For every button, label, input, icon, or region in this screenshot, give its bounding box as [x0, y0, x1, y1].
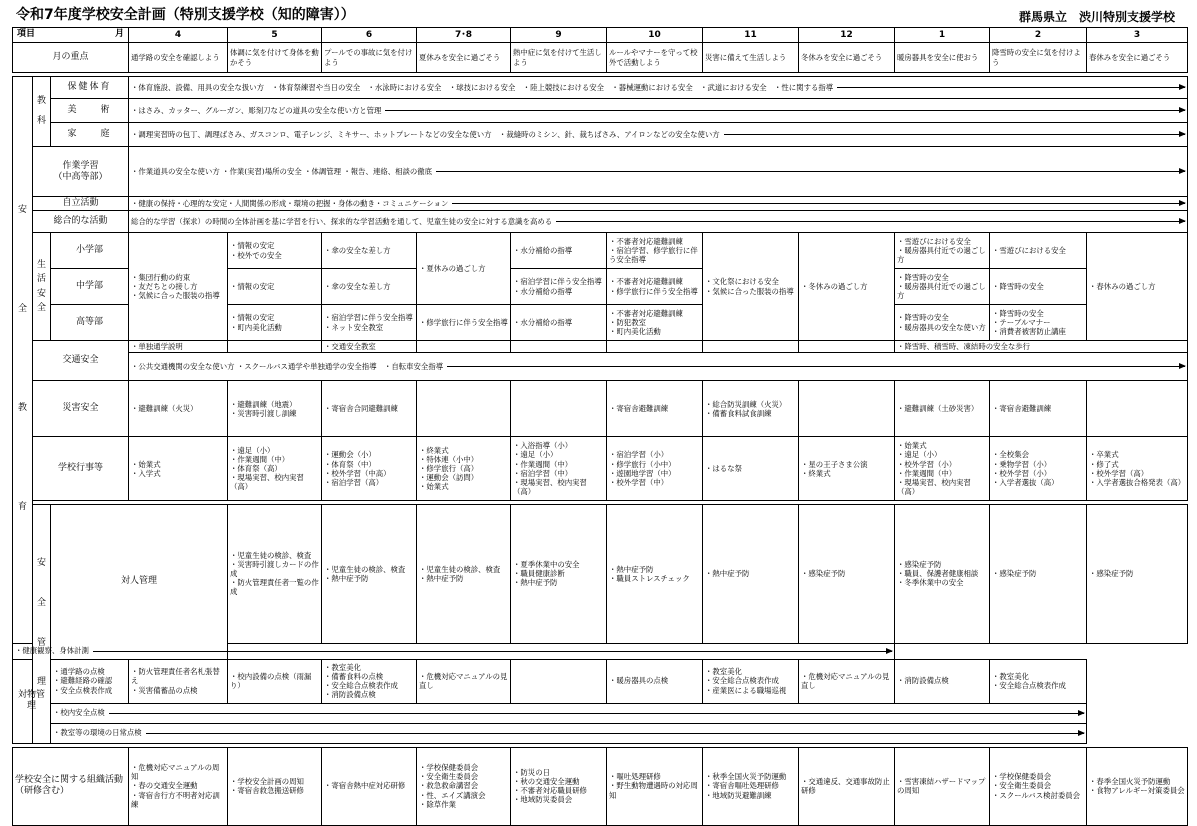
arrow-line: [436, 171, 1185, 172]
subject-label: 学校行事等: [33, 437, 129, 501]
subject-label: 交通安全: [33, 341, 129, 381]
soshiki-cell: ・交通違反、交通事故防止研修: [799, 747, 895, 825]
item-month-corner: [13, 28, 129, 43]
soshiki-cell: ・学校保健委員会 ・安全衛生委員会 ・救急救命講習会 ・性、エイズ講演会 ・除草作業: [417, 747, 511, 825]
subject-content: ・体育施設、設備、用具の安全な扱い方 ・体育祭練習や当日の安全 ・水泳時における安全 ・球技における安全 ・陸上競技における安全 ・器械運動における安全 ・武道における安全 ・性に関する指導: [129, 77, 1188, 99]
gyoji-cell: ・運動会（小） ・体育祭（中） ・校外学習（中高） ・宿泊学習（高）: [322, 437, 417, 501]
row-sogo: [13, 211, 1188, 233]
subject-label: 総合的な活動: [33, 211, 129, 233]
gyoji-cell: ・宿泊学習（小） ・修学旅行（小中） ・遊園地学習（中） ・校外学習（中）: [607, 437, 703, 501]
focus-cell: 夏休みを安全に過ごそう: [417, 43, 511, 73]
arrow-line: [837, 87, 1185, 88]
subject-label: 学校安全に関する組織活動（研修含む）: [13, 747, 129, 825]
arrow-line: [452, 203, 1185, 204]
focus-cell: 暖房器具を安全に使おう: [895, 43, 990, 73]
seikatsu-cell: ・傘の安全な差し方: [322, 233, 417, 269]
kotsu-empty: [703, 341, 799, 353]
month-header: 1: [895, 28, 990, 43]
seikatsu-cell: ・宿泊学習に伴う安全指導 ・ネット安全教室: [322, 305, 417, 341]
school-name: 群馬県立 渋川特別支援学校: [1018, 10, 1175, 24]
saigai-cell: ・避難訓練（地震） ・災害時引渡し訓練: [228, 381, 322, 437]
subject-content: ・健康の保持・心理的な安定・人間関係の形成・環境の把握・身体の動き・コミュニケーション: [129, 197, 1188, 211]
saigai-cell: [417, 381, 511, 437]
subject-content: ・公共交通機関の安全な使い方 ・スクールバス通学や単独通学の安全指導 ・自転車安全指導: [129, 353, 1188, 381]
row-taibutsu-line2: [13, 723, 1188, 743]
focus-cell: 降雪時の安全に気を付けよう: [990, 43, 1087, 73]
soshiki-cell: ・危機対応マニュアルの周知 ・春の交通安全運動 ・寄宿舎行方不明者対応訓練: [129, 747, 228, 825]
taibutsu-cell: ・危機対応マニュアルの見直し: [417, 659, 511, 703]
group-kyoka: 教 科: [33, 77, 51, 147]
seikatsu-apr: ・集団行動の約束 ・友だちとの接し方 ・気候に合った服装の指導: [129, 233, 228, 341]
row-seikatsu-sho: [13, 233, 1188, 269]
gyoji-cell: ・終業式 ・特体連（小中） ・修学旅行（高） ・運動会（訪問） ・始業式: [417, 437, 511, 501]
row-soshiki: [13, 747, 1188, 825]
soshiki-cell: ・嘔吐処理研修 ・野生動物遭遇時の対応周知: [607, 747, 703, 825]
row-kotsu: [13, 353, 1188, 381]
row-gyoji: [13, 437, 1188, 501]
gyoji-cell: ・卒業式 ・修了式 ・校外学習（高） ・入学者選抜合格発表（高）: [1087, 437, 1188, 501]
subject-content: ・校内安全点検: [51, 703, 1087, 723]
gyoji-cell: ・始業式 ・入学式: [129, 437, 228, 501]
focus-cell: ルールやマナーを守って校外で活動しよう: [607, 43, 703, 73]
subject-label: 保健体育: [51, 77, 129, 99]
seikatsu-cell: ・降雪時の安全 ・暖房器具の安全な使い方: [895, 305, 990, 341]
kotsu-empty: [417, 341, 511, 353]
focus-cell: 災害に備えて生活しよう: [703, 43, 799, 73]
row-taijin: [13, 505, 1188, 643]
taijin-cell: ・児童生徒の検診、検査 ・災害時引渡しカードの作成 ・防火管理責任者一覧の作成: [228, 505, 322, 643]
subject-label: 自立活動: [33, 197, 129, 211]
gyoji-cell: ・はるな祭: [703, 437, 799, 501]
month-header: 5: [228, 28, 322, 43]
gyoji-cell: ・入浴指導（小） ・遠足（小） ・作業週間（中） ・宿泊学習（中） ・現場実習、校内実習（高）: [511, 437, 607, 501]
seikatsu-cell: ・情報の安定 ・校外での安全: [228, 233, 322, 269]
seikatsu-cell: ・水分補給の指導: [511, 233, 607, 269]
taijin-cell: ・感染症予防: [1087, 505, 1188, 643]
row-taijin-line: [13, 643, 1188, 659]
kotsu-jun: ・交通安全教室: [322, 341, 417, 353]
month-header: 3: [1087, 28, 1188, 43]
focus-label: 月の重点: [13, 43, 129, 73]
saigai-cell: ・避難訓練（土砂災害）: [895, 381, 990, 437]
taibutsu-cell: ・校内設備の点検（雨漏り）: [228, 659, 322, 703]
seikatsu-cell: ・不審者対応避難訓練 ・修学旅行に伴う安全指導: [607, 269, 703, 305]
row-kotsu-top: [13, 341, 1188, 353]
seikatsu-cell: ・不審者対応避難訓練 ・防犯教室 ・町内美化活動: [607, 305, 703, 341]
soshiki-cell: ・雪害凍結ハザードマップの周知: [895, 747, 990, 825]
dept-label: 高等部: [51, 305, 129, 341]
soshiki-cell: ・学校保健委員会 ・安全衛生委員会 ・スクールバス検討委員会: [990, 747, 1087, 825]
seikatsu-nov: ・文化祭における安全 ・気候に合った服装の指導: [703, 233, 799, 341]
kotsu-empty: [228, 341, 322, 353]
row-sagyo: [13, 147, 1188, 197]
seikatsu-cell: ・情報の安定 ・町内美化活動: [228, 305, 322, 341]
subject-content: ・健康観察、身体計測: [13, 643, 895, 659]
month-header-row: [13, 28, 1188, 43]
arrow-line: [724, 134, 1185, 135]
month-header: 6: [322, 28, 417, 43]
taijin-cell: ・感染症予防: [990, 505, 1087, 643]
subject-label: 美 術: [51, 99, 129, 123]
seikatsu-cell: ・傘の安全な差し方: [322, 269, 417, 305]
taijin-cell: ・夏季休業中の安全 ・職員健康診断 ・熱中症予防: [511, 505, 607, 643]
focus-cell: プールでの事故に気を付けよう: [322, 43, 417, 73]
seikatsu-cell: ・水分補給の指導: [511, 305, 607, 341]
subject-content: ・教室等の環境の日常点検: [51, 723, 1087, 743]
seikatsu-jul: ・夏休みの過ごし方: [417, 233, 511, 305]
group-anzen-kyoiku: 安 全 教 育: [13, 77, 33, 644]
taibutsu-cell: ・教室美化 ・備蓄食料の点検 ・安全総合点検表作成 ・消防設備点検: [322, 659, 417, 703]
taibutsu-cell: ・消防設備点検: [895, 659, 990, 703]
gyoji-cell: ・全校集会 ・乗物学習（小） ・校外学習（小） ・入学者選抜（高）: [990, 437, 1087, 501]
subject-content: ・調理実習時の包丁、調理ばさみ、ガスコンロ、電子レンジ、ミキサー、ホットプレートなどの安全な使い方 ・裁縫時のミシン、針、裁ちばさみ、アイロンなどの安全な使い方: [129, 123, 1188, 147]
taibutsu-cell: ・教室美化 ・安全総合点検表作成 ・産業医による職場巡視: [703, 659, 799, 703]
kotsu-empty: [511, 341, 607, 353]
seikatsu-mar: ・春休みの過ごし方: [1087, 233, 1188, 341]
focus-cell: 通学路の安全を確認しよう: [129, 43, 228, 73]
taibutsu-cell: ・教室美化 ・安全総合点検表作成: [990, 659, 1087, 703]
month-header: 10: [607, 28, 703, 43]
taijin-cell: ・感染症予防: [799, 505, 895, 643]
seikatsu-cell: ・宿泊学習に伴う安全指導 ・水分補給の指導: [511, 269, 607, 305]
row-bijutsu: [13, 99, 1188, 123]
month-header: 12: [799, 28, 895, 43]
soshiki-cell: ・秋季全国火災予防運動 ・寄宿舎嘔吐処理研修 ・地域防災避難訓練: [703, 747, 799, 825]
taijin-cell: ・児童生徒の検診、検査 ・熱中症予防: [322, 505, 417, 643]
kotsu-jan: ・降雪時、積雪時、凍結時の安全な歩行: [895, 341, 1188, 353]
month-header: 7･8: [417, 28, 511, 43]
saigai-cell: ・寄宿舎避難訓練: [607, 381, 703, 437]
taijin-cell: ・感染症予防 ・職員、保護者健康相談 ・冬季休業中の安全: [895, 505, 990, 643]
taibutsu-cell: [511, 659, 607, 703]
seikatsu-cell: ・降雪時の安全: [990, 269, 1087, 305]
arrow-line: [93, 651, 892, 652]
seikatsu-cell: ・修学旅行に伴う安全指導: [417, 305, 511, 341]
arrow-line: [556, 221, 1185, 222]
row-hoken: [13, 77, 1188, 99]
month-header: 9: [511, 28, 607, 43]
subject-label: 作業学習 （中高等部）: [33, 147, 129, 197]
subject-label: 家 庭: [51, 123, 129, 147]
soshiki-cell: ・春季全国火災予防運動 ・食物アレルギー対策委員会: [1087, 747, 1188, 825]
group-anzen-kanri: 安 全 管 理: [33, 505, 51, 743]
soshiki-cell: ・寄宿舎熱中症対応研修: [322, 747, 417, 825]
subject-label: 災害安全: [33, 381, 129, 437]
soshiki-cell: ・学校安全計画の周知 ・寄宿舎救急搬送研修: [228, 747, 322, 825]
taibutsu-cell: ・通学路の点検 ・避難経路の確認 ・安全点検表作成: [51, 659, 129, 703]
taibutsu-cell: ・危機対応マニュアルの見直し: [799, 659, 895, 703]
row-taibutsu-line1: [13, 703, 1188, 723]
taijin-cell: ・熱中症予防 ・職員ストレスチェック: [607, 505, 703, 643]
saigai-cell: [799, 381, 895, 437]
month-header: 2: [990, 28, 1087, 43]
saigai-cell: [511, 381, 607, 437]
kotsu-apr: ・単独通学説明: [129, 341, 228, 353]
gyoji-cell: ・遠足（小） ・作業週間（中） ・体育祭（高） ・現場実習、校内実習（高）: [228, 437, 322, 501]
kotsu-empty: [799, 341, 895, 353]
taijin-cell: ・熱中症予防: [703, 505, 799, 643]
gyoji-cell: ・星の王子さま公演 ・終業式: [799, 437, 895, 501]
dept-label: 小学部: [51, 233, 129, 269]
saigai-cell: ・避難訓練（火災）: [129, 381, 228, 437]
seikatsu-cell: ・降雪時の安全 ・テーブルマナー ・消費者被害防止講座: [990, 305, 1087, 341]
seikatsu-cell: ・降雪時の安全 ・暖房器具付近での過ごし方: [895, 269, 990, 305]
saigai-cell: ・寄宿舎合同避難訓練: [322, 381, 417, 437]
row-saigai: [13, 381, 1188, 437]
focus-row: [13, 43, 1188, 73]
taibutsu-cell: ・防火管理責任者名札張替え ・災害備蓄品の点検: [129, 659, 228, 703]
safety-plan-table: [12, 27, 1187, 809]
seikatsu-cell: ・雪遊びにおける安全: [990, 233, 1087, 269]
taijin-cell: ・児童生徒の検診、検査 ・熱中症予防: [417, 505, 511, 643]
month-header: 11: [703, 28, 799, 43]
seikatsu-dec: ・冬休みの過ごし方: [799, 233, 895, 341]
row-katei: [13, 123, 1188, 147]
focus-cell: 熱中症に気を付けて生活しよう: [511, 43, 607, 73]
focus-cell: 冬休みを安全に過ごそう: [799, 43, 895, 73]
row-jiritsu: [13, 197, 1188, 211]
arrow-line: [146, 733, 1084, 734]
taibutsu-cell: ・暖房器具の点検: [607, 659, 703, 703]
arrow-line: [447, 366, 1185, 367]
seikatsu-cell: ・雪遊びにおける安全 ・暖房器具付近での過ごし方: [895, 233, 990, 269]
dept-label: 中学部: [51, 269, 129, 305]
item-label: 項目: [17, 29, 36, 39]
soshiki-cell: ・防災の日 ・秋の交通安全運動 ・不審者対応職員研修 ・地域防災委員会: [511, 747, 607, 825]
kotsu-empty: [607, 341, 703, 353]
saigai-cell: ・寄宿舎避難訓練: [990, 381, 1087, 437]
subject-label: 対物管理: [13, 659, 51, 743]
subject-label: 対人管理: [51, 505, 228, 659]
row-taibutsu: [13, 659, 1188, 703]
seikatsu-cell: ・不審者対応避難訓練 ・宿泊学習、修学旅行に伴う安全指導: [607, 233, 703, 269]
arrow-line: [109, 713, 1084, 714]
group-seikatsu: 生 活 安 全: [33, 233, 51, 341]
saigai-cell: ・総合防災訓練（火災） ・備蓄食料試食訓練: [703, 381, 799, 437]
page-title: 令和7年度学校安全計画（特別支援学校（知的障害））: [16, 7, 355, 23]
month-header: 4: [129, 28, 228, 43]
gyoji-cell: ・始業式 ・遠足（小） ・校外学習（小） ・作業週間（中） ・現場実習、校内実習（高）: [895, 437, 990, 501]
subject-content: 総合的な学習（探求）の時間の全体計画を基に学習を行い、探求的な学習活動を通して、児童生徒の安全に対する意識を高める: [129, 211, 1188, 233]
focus-cell: 体調に気を付けて身体を動かそう: [228, 43, 322, 73]
saigai-cell: [1087, 381, 1188, 437]
focus-cell: 春休みを安全に過ごそう: [1087, 43, 1188, 73]
month-label: 月: [115, 29, 125, 39]
subject-content: ・作業道具の安全な使い方 ・作業(実習)場所の安全 ・体調管理 ・報告、連絡、相談の徹底: [129, 147, 1188, 197]
subject-content: ・はさみ、カッター、グルーガン、彫刻刀などの道具の安全な使い方と管理: [129, 99, 1188, 123]
seikatsu-cell: ・情報の安定: [228, 269, 322, 305]
arrow-line: [385, 110, 1185, 111]
